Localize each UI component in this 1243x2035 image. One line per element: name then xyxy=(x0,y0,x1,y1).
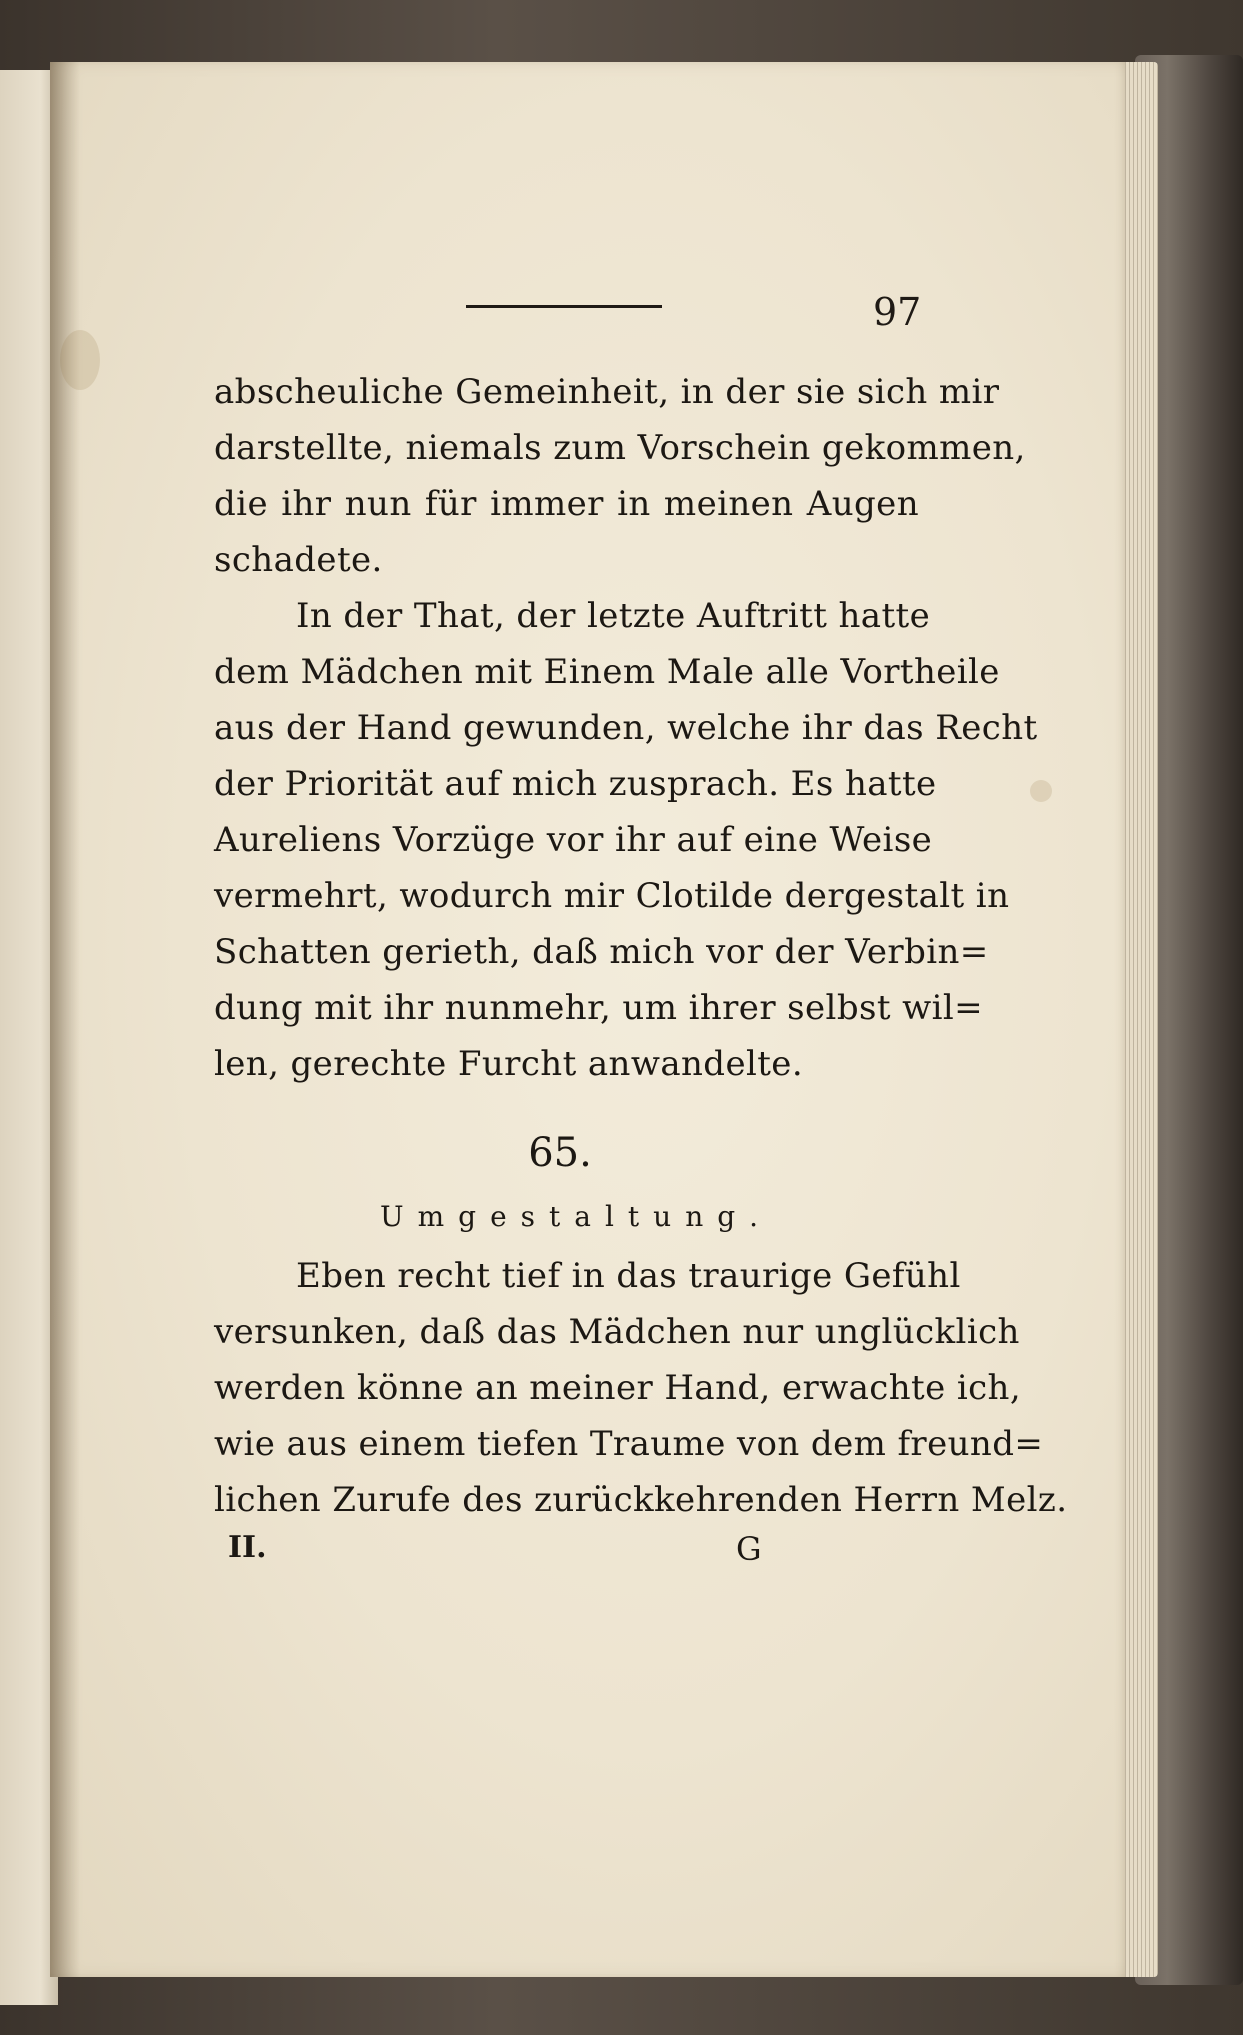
text-line: len, gerechte Furcht anwandelte. xyxy=(214,1044,804,1084)
text-line: abscheuliche Gemeinheit, in der sie sich mir xyxy=(214,372,1000,412)
gathering-signature: II. xyxy=(228,1530,267,1565)
chapter-number: 65. xyxy=(528,1130,592,1176)
text-line: lichen Zurufe des zurückkehrenden Herrn Melz. xyxy=(214,1480,1068,1520)
chapter-title: Umgestaltung. xyxy=(380,1200,773,1233)
text-line: In der That, der letzte Auftritt hatte xyxy=(296,596,931,636)
header-rule xyxy=(466,305,662,308)
text-line: die ihr nun für immer in meinen Augen xyxy=(214,484,919,524)
text-line: Aureliens Vorzüge vor ihr auf eine Weise xyxy=(214,820,933,860)
text-line: darstellte, niemals zum Vorschein gekommen, xyxy=(214,428,1026,468)
text-line: versunken, daß das Mädchen nur unglücklich xyxy=(214,1312,1020,1352)
text-line: dung mit ihr nunmehr, um ihrer selbst wil= xyxy=(214,988,984,1028)
text-line: schadete. xyxy=(214,540,383,580)
text-line: werden könne an meiner Hand, erwachte ich, xyxy=(214,1368,1022,1408)
text-line: dem Mädchen mit Einem Male alle Vortheile xyxy=(214,652,1000,692)
text-line: der Priorität auf mich zusprach. Es hatte xyxy=(214,764,937,804)
page-number: 97 xyxy=(873,290,922,334)
sheet-mark: G xyxy=(736,1530,762,1568)
foxing-stain xyxy=(60,330,100,390)
foxing-stain xyxy=(1030,780,1052,802)
text-line: vermehrt, wodurch mir Clotilde dergestalt in xyxy=(214,876,1010,916)
text-line: aus der Hand gewunden, welche ihr das Recht xyxy=(214,708,1038,748)
text-line: wie aus einem tiefen Traume von dem freund= xyxy=(214,1424,1044,1464)
text-line: Eben recht tief in das traurige Gefühl xyxy=(296,1256,961,1296)
text-line: Schatten gerieth, daß mich vor der Verbin= xyxy=(214,932,989,972)
